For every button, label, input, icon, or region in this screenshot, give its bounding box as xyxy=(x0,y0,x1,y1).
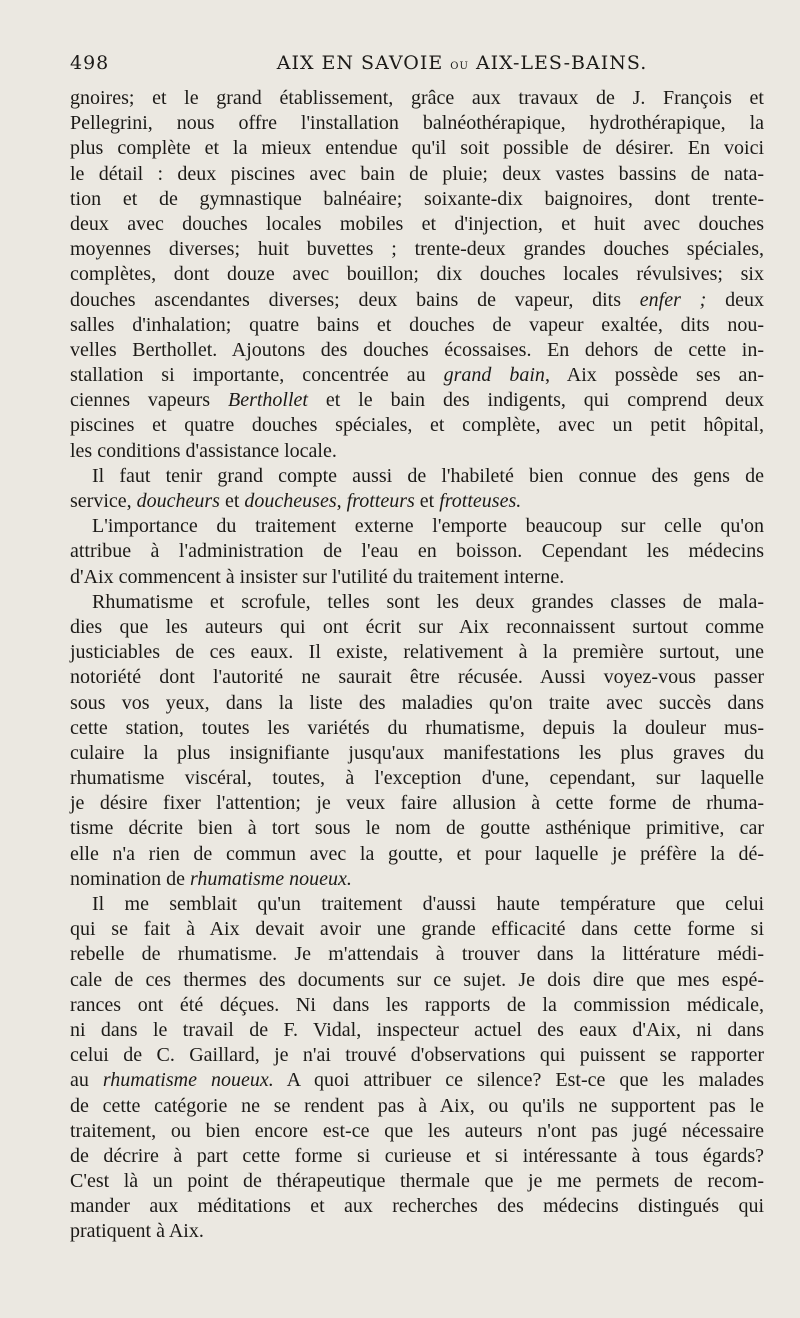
text-line xyxy=(70,615,764,640)
text-line xyxy=(70,867,764,892)
text-line xyxy=(70,1068,764,1093)
text-line xyxy=(70,338,764,363)
running-title-ou: ou xyxy=(450,57,469,73)
text-segment: C'est là un point de thérapeutique thermale que je me permets de recom- xyxy=(70,1170,764,1193)
italic-text: grand bain xyxy=(443,364,545,387)
text-line xyxy=(70,716,764,741)
text-segment: Il me semblait qu'un traitement d'aussi haute température que celui xyxy=(92,893,764,915)
text-line xyxy=(70,1219,764,1244)
text-segment: Rhumatisme et scrofule, telles sont les deux grandes classes de mala- xyxy=(92,590,764,613)
text-segment: velles Berthollet. Ajoutons des douches écossaises. En dehors de cette in- xyxy=(70,338,764,361)
text-segment: tion et de gymnastique balnéaire; soixante-dix baignoires, dont trente- xyxy=(70,187,764,210)
italic-text: Berthollet xyxy=(228,389,308,412)
running-title xyxy=(70,52,764,74)
text-segment: , xyxy=(336,490,347,512)
text-line xyxy=(70,413,764,438)
text-segment: moyennes diverses; huit buvettes ; trente-deux grandes douches spéciales, xyxy=(70,238,764,261)
text-segment: plus complète et la mieux entendue qu'il soit possible de désirer. En voici xyxy=(70,137,764,160)
text-line xyxy=(70,111,764,136)
italic-text: frotteuses. xyxy=(439,490,522,512)
italic-text: doucheurs xyxy=(136,490,220,512)
text-segment: deux xyxy=(706,288,764,311)
text-line xyxy=(70,86,764,111)
text-line xyxy=(70,464,764,489)
text-segment: et xyxy=(414,490,440,512)
text-segment: traitement, ou bien encore est-ce que les auteurs n'ont pas jugé nécessaire xyxy=(70,1119,764,1142)
text-line xyxy=(70,288,764,313)
text-segment: notoriété dont l'autorité ne saurait être récusée. Aussi voyez-vous passer xyxy=(70,666,764,689)
text-segment: rhumatisme viscéral, toutes, à l'exception d'une, cependant, sur laquelle xyxy=(70,767,764,790)
page-number: 498 xyxy=(70,52,110,74)
text-segment: L'importance du traitement externe l'emporte beaucoup sur celle qu'on xyxy=(92,515,764,538)
text-segment: complètes, dont douze avec bouillon; dix douches locales révulsives; six xyxy=(70,263,764,286)
text-line xyxy=(70,590,764,615)
text-segment: cale de ces thermes des documents sur ce sujet. Je dois dire que mes espé- xyxy=(70,968,764,991)
text-segment: celui de C. Gaillard, je n'ai trouvé d'observations qui puissent se rapporter xyxy=(70,1044,764,1067)
body-text xyxy=(70,86,764,1245)
running-title-right: AIX-LES-BAINS. xyxy=(475,52,648,74)
text-segment: justiciables de ces eaux. Il existe, relativement à la première surtout, une xyxy=(70,641,764,664)
text-segment: et le bain des indigents, qui comprend deux xyxy=(307,389,764,412)
text-segment: qui se fait à Aix devait avoir une grande efficacité dans cette forme si xyxy=(70,918,764,941)
text-segment: pratiquent à Aix. xyxy=(70,1220,204,1243)
text-segment: nomination de xyxy=(70,867,190,890)
text-segment: douches ascendantes diverses; deux bains de vapeur, dits xyxy=(70,288,640,311)
text-segment: de décrire à part cette forme si curieuse et si intéressante à tous égards? xyxy=(70,1144,764,1167)
text-line xyxy=(70,1018,764,1043)
text-line xyxy=(70,187,764,212)
text-segment: d'Aix commencent à insister sur l'utilité du traitement interne. xyxy=(70,565,565,588)
text-segment: et xyxy=(219,490,245,512)
italic-text: enfer ; xyxy=(639,288,707,311)
text-segment: attribue à l'administration de l'eau en boisson. Cependant les médecins xyxy=(70,540,764,563)
text-line xyxy=(70,565,764,590)
text-segment: je désire fixer l'attention; je veux faire allusion à cette forme de rhuma- xyxy=(70,792,764,815)
text-line xyxy=(70,539,764,564)
italic-text: frotteurs xyxy=(346,490,415,512)
text-segment: mander aux méditations et aux recherches des médecins distingués qui xyxy=(70,1195,764,1218)
text-segment: service, xyxy=(70,490,137,512)
text-segment: gnoires; et le grand établissement, grâce aux travaux de J. François et xyxy=(70,87,764,109)
text-segment: de cette catégorie ne se rendent pas à Aix, ou qu'ils ne supportent pas le xyxy=(70,1094,764,1117)
text-line xyxy=(70,212,764,237)
text-segment: A quoi attribuer ce silence? Est-ce que les malades xyxy=(273,1069,764,1092)
text-line xyxy=(70,136,764,161)
text-line xyxy=(70,1094,764,1119)
text-segment: deux avec douches locales mobiles et d'injection, et huit avec douches xyxy=(70,212,764,235)
text-segment: dies que les auteurs qui ont écrit sur Aix reconnaissent surtout comme xyxy=(70,615,764,638)
text-line xyxy=(70,741,764,766)
text-segment: au xyxy=(70,1069,103,1092)
text-line xyxy=(70,237,764,262)
text-segment: stallation si importante, concentrée au xyxy=(70,364,444,387)
text-segment: , Aix possède ses an- xyxy=(544,364,765,387)
text-line xyxy=(70,691,764,716)
text-segment: elle n'a rien de commun avec la goutte, et pour laquelle je préfère la dé- xyxy=(70,842,764,865)
text-segment: ni dans le travail de F. Vidal, inspecteur actuel des eaux d'Aix, ni dans xyxy=(70,1018,764,1041)
text-segment: tisme décrite bien à tort sous le nom de goutte asthénique primitive, car xyxy=(70,817,764,840)
text-line xyxy=(70,917,764,942)
text-segment: Pellegrini, nous offre l'installation balnéothérapique, hydrothérapique, la xyxy=(70,112,764,135)
text-line xyxy=(70,993,764,1018)
text-line xyxy=(70,514,764,539)
running-title-left: AIX EN SAVOIE xyxy=(276,52,444,74)
text-line xyxy=(70,892,764,917)
text-line xyxy=(70,363,764,388)
text-segment: piscines et quatre douches spéciales, et complète, avec un petit hôpital, xyxy=(70,414,764,437)
text-line xyxy=(70,262,764,287)
text-line xyxy=(70,313,764,338)
text-segment: cette station, toutes les variétés du rhumatisme, depuis la douleur mus- xyxy=(70,716,764,739)
text-line xyxy=(70,1169,764,1194)
text-line xyxy=(70,1043,764,1068)
text-line xyxy=(70,489,764,514)
text-line xyxy=(70,816,764,841)
text-line xyxy=(70,439,764,464)
text-segment: culaire la plus insignifiante jusqu'aux manifestations les plus graves du xyxy=(70,741,764,764)
text-segment: rebelle de rhumatisme. Je m'attendais à trouver dans la littérature médi- xyxy=(70,943,764,966)
italic-text: rhumatisme noueux. xyxy=(189,867,352,890)
italic-text: doucheuses xyxy=(244,490,337,512)
text-segment: sous vos yeux, dans la liste des maladies qu'on traite avec succès dans xyxy=(70,691,764,714)
text-line xyxy=(70,842,764,867)
italic-text: rhumatisme noueux. xyxy=(102,1069,274,1092)
text-line xyxy=(70,388,764,413)
text-line xyxy=(70,640,764,665)
text-line xyxy=(70,942,764,967)
text-line xyxy=(70,968,764,993)
text-line xyxy=(70,766,764,791)
text-segment: Il faut tenir grand compte aussi de l'habileté bien connue des gens de xyxy=(92,464,764,487)
text-line xyxy=(70,665,764,690)
text-segment: salles d'inhalation; quatre bains et douches de vapeur exaltée, dits nou- xyxy=(70,313,764,336)
text-line xyxy=(70,791,764,816)
text-segment: rances ont été déçues. Ni dans les rapports de la commission médicale, xyxy=(70,993,764,1016)
text-segment: les conditions d'assistance locale. xyxy=(70,439,337,462)
text-line xyxy=(70,1144,764,1169)
text-line xyxy=(70,1119,764,1144)
text-segment: ciennes vapeurs xyxy=(70,389,228,412)
text-line xyxy=(70,162,764,187)
text-segment: le détail : deux piscines avec bain de pluie; deux vastes bassins de nata- xyxy=(70,162,764,185)
text-line xyxy=(70,1194,764,1219)
page-header xyxy=(70,48,764,86)
